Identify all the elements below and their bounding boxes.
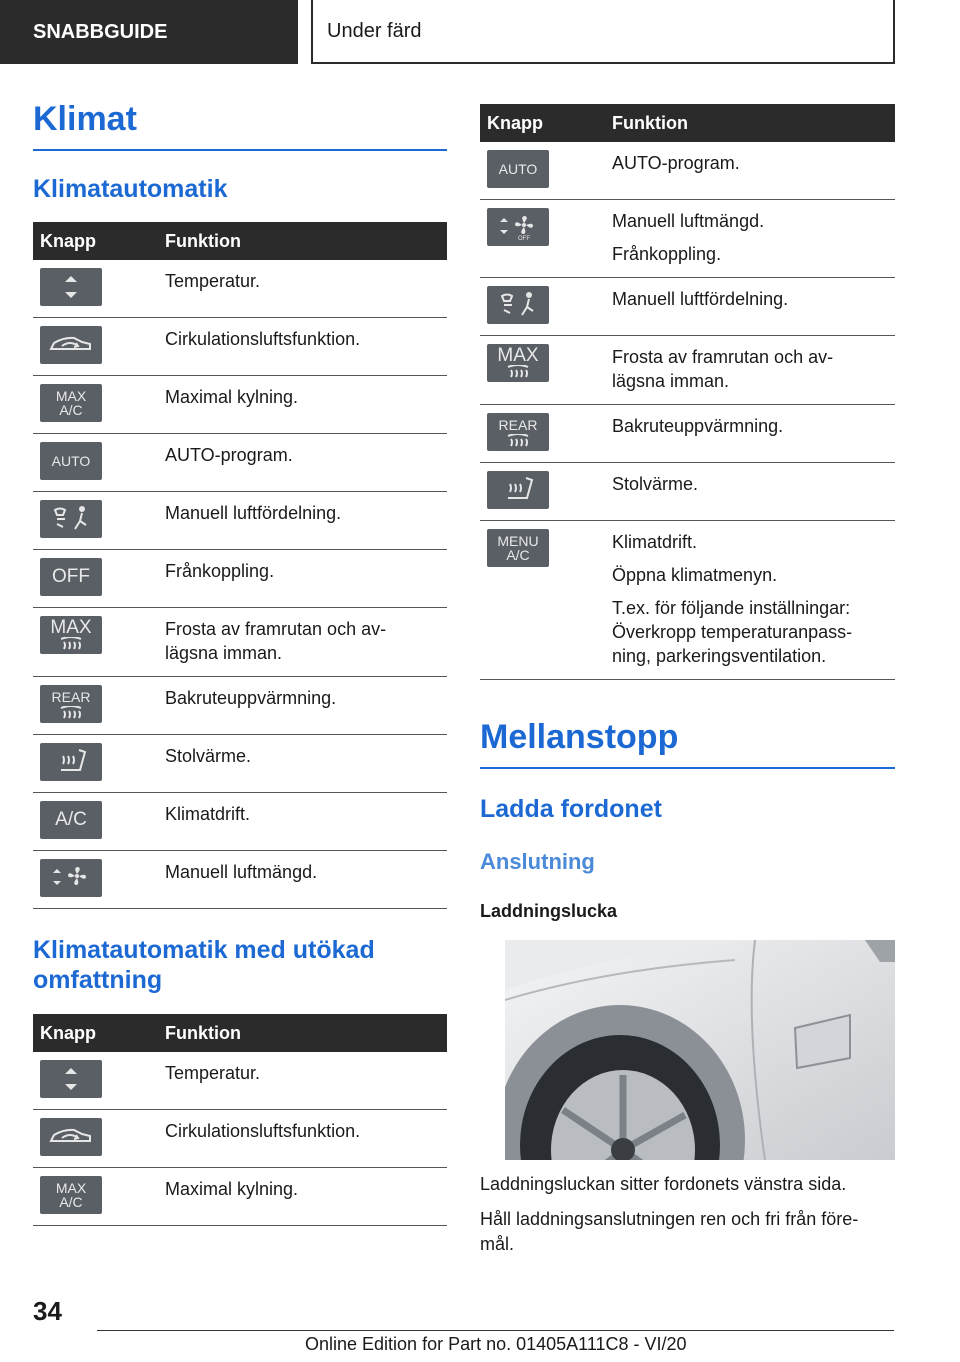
function-cell xyxy=(157,376,447,434)
button-cell xyxy=(33,677,157,735)
col-header-button: Knapp xyxy=(480,104,604,142)
max-ac-icon: MAX A/C xyxy=(40,1176,102,1214)
button-cell xyxy=(33,492,157,550)
climate-extended-table xyxy=(33,1014,447,1226)
col-header-function: Funktion xyxy=(604,104,895,142)
function-cell xyxy=(157,793,447,851)
auto-icon: AUTO xyxy=(40,442,102,480)
function-cell xyxy=(604,336,895,405)
function-cell xyxy=(157,677,447,735)
edition-text: Online Edition for Part no. 01405A111C8 - VI/20 xyxy=(305,1334,687,1354)
function-cell xyxy=(157,434,447,492)
menu-ac-icon: MENU A/C xyxy=(487,529,549,567)
button-cell xyxy=(33,793,157,851)
button-cell xyxy=(480,200,604,278)
col-header-button: Knapp xyxy=(33,1014,157,1052)
table-row xyxy=(480,405,895,463)
function-text: Klimatdrift. xyxy=(165,804,251,824)
charging-cleanliness-text: Håll laddningsanslutningen ren och fri från före- mål. xyxy=(480,1209,859,1254)
button-cell xyxy=(33,376,157,434)
function-cell xyxy=(157,851,447,909)
function-cell xyxy=(604,405,895,463)
temperature-arrows-icon xyxy=(40,268,102,306)
function-text: Frosta av framrutan och av- lägsna imman. xyxy=(165,619,387,663)
table-row xyxy=(33,793,447,851)
footer-divider xyxy=(97,1330,894,1331)
button-cell xyxy=(480,521,604,680)
button-cell xyxy=(33,1168,157,1226)
car-charging-flap-image xyxy=(505,940,895,1160)
seat-heating-icon xyxy=(40,743,102,781)
function-text: AUTO-program. xyxy=(165,445,293,465)
function-text: Klimatdrift. xyxy=(612,532,698,552)
climate-extended-table-cont xyxy=(480,104,895,680)
table-row xyxy=(33,677,447,735)
ac-icon: A/C xyxy=(40,801,102,839)
seat-heating-icon xyxy=(487,471,549,509)
table-row xyxy=(480,521,895,680)
button-cell xyxy=(33,1110,157,1168)
button-cell xyxy=(33,851,157,909)
function-text: Temperatur. xyxy=(165,1063,261,1083)
table-row xyxy=(480,200,895,278)
function-text: Cirkulationsluftsfunktion. xyxy=(165,1121,361,1141)
col-header-button: Knapp xyxy=(33,222,157,260)
air-distribution-icon xyxy=(40,500,102,538)
function-text: Öppna klimatmenyn. xyxy=(612,565,778,585)
function-text: Maximal kylning. xyxy=(165,387,299,407)
charging-flap-label: Laddningslucka xyxy=(480,901,618,921)
table-row xyxy=(33,1110,447,1168)
function-text: Stolvärme. xyxy=(165,746,252,766)
charging-flap-location-text: Laddningsluckan sitter fordonets vänstra sida. xyxy=(480,1174,847,1194)
auto-icon: AUTO xyxy=(487,150,549,188)
button-cell xyxy=(33,318,157,376)
function-cell xyxy=(604,200,895,278)
recirculation-car-icon xyxy=(40,1118,102,1156)
button-cell xyxy=(480,142,604,200)
function-cell xyxy=(157,1168,447,1226)
function-text: Temperatur. xyxy=(165,271,261,291)
charging-heading: Ladda fordonet xyxy=(480,795,662,823)
rear-defrost-icon: REAR xyxy=(487,413,549,451)
function-text: Maximal kylning. xyxy=(165,1179,299,1199)
page-title: Klimat xyxy=(33,100,447,151)
air-distribution-icon xyxy=(487,286,549,324)
fan-off-icon xyxy=(487,208,549,246)
chapter-tab: Under färd xyxy=(311,0,895,64)
button-cell xyxy=(33,608,157,677)
button-cell xyxy=(33,260,157,318)
svg-text:OFF: OFF xyxy=(518,236,530,241)
stopover-title: Mellanstopp xyxy=(480,718,895,769)
function-text: AUTO-program. xyxy=(612,153,740,173)
function-text: Frånkoppling. xyxy=(612,244,722,264)
fan-icon xyxy=(40,859,102,897)
function-cell xyxy=(157,1052,447,1110)
button-cell xyxy=(480,278,604,336)
col-header-function: Funktion xyxy=(157,222,447,260)
temperature-arrows-icon xyxy=(40,1060,102,1098)
table-row xyxy=(33,550,447,608)
function-cell xyxy=(157,608,447,677)
button-cell xyxy=(480,405,604,463)
button-cell xyxy=(33,550,157,608)
function-cell xyxy=(157,260,447,318)
rear-defrost-icon: REAR xyxy=(40,685,102,723)
page-number: 34 xyxy=(33,1296,62,1326)
table-row xyxy=(33,1168,447,1226)
function-text: Cirkulationsluftsfunktion. xyxy=(165,329,361,349)
table-row xyxy=(480,278,895,336)
max-defrost-icon: MAX xyxy=(487,344,549,382)
off-icon: OFF xyxy=(40,558,102,596)
table-row xyxy=(33,851,447,909)
function-cell xyxy=(157,735,447,793)
table-row xyxy=(33,260,447,318)
table-row xyxy=(33,608,447,677)
function-text: Frånkoppling. xyxy=(165,561,275,581)
col-header-function: Funktion xyxy=(157,1014,447,1052)
table-row xyxy=(33,318,447,376)
max-defrost-icon: MAX xyxy=(40,616,102,654)
function-text: Stolvärme. xyxy=(612,474,699,494)
function-text: Manuell luftmängd. xyxy=(165,862,318,882)
table-row xyxy=(33,434,447,492)
button-cell xyxy=(33,434,157,492)
climate-table xyxy=(33,222,447,909)
table-row xyxy=(480,463,895,521)
function-cell xyxy=(157,318,447,376)
function-cell xyxy=(157,550,447,608)
section-heading: Klimatautomatik xyxy=(33,175,228,203)
left-column xyxy=(33,100,447,1226)
section-heading-extended: Klimatautomatik med utökad omfattning xyxy=(33,936,375,994)
function-text: Manuell luftfördelning. xyxy=(612,289,789,309)
function-cell xyxy=(604,521,895,680)
recirculation-car-icon xyxy=(40,326,102,364)
button-cell xyxy=(33,735,157,793)
table-row xyxy=(480,336,895,405)
function-text: Bakruteuppvärmning. xyxy=(612,416,784,436)
function-cell xyxy=(157,492,447,550)
function-cell xyxy=(604,142,895,200)
function-text: Bakruteuppvärmning. xyxy=(165,688,337,708)
function-text: T.ex. för följande inställningar: Överkropp temperaturanpass- ning, parkeringsventilation. xyxy=(612,598,853,666)
function-text: Frosta av framrutan och av- lägsna imman. xyxy=(612,347,834,391)
max-ac-icon: MAX A/C xyxy=(40,384,102,422)
function-text: Manuell luftmängd. xyxy=(612,211,765,231)
button-cell xyxy=(480,463,604,521)
table-row xyxy=(480,142,895,200)
connection-heading: Anslutning xyxy=(480,849,595,874)
function-cell xyxy=(604,278,895,336)
table-row xyxy=(33,735,447,793)
function-cell xyxy=(604,463,895,521)
table-row xyxy=(33,1052,447,1110)
function-text: Manuell luftfördelning. xyxy=(165,503,342,523)
right-column xyxy=(480,104,895,1257)
button-cell xyxy=(33,1052,157,1110)
function-cell xyxy=(157,1110,447,1168)
table-row xyxy=(33,376,447,434)
section-tab: SNABBGUIDE xyxy=(0,0,298,64)
table-row xyxy=(33,492,447,550)
button-cell xyxy=(480,336,604,405)
